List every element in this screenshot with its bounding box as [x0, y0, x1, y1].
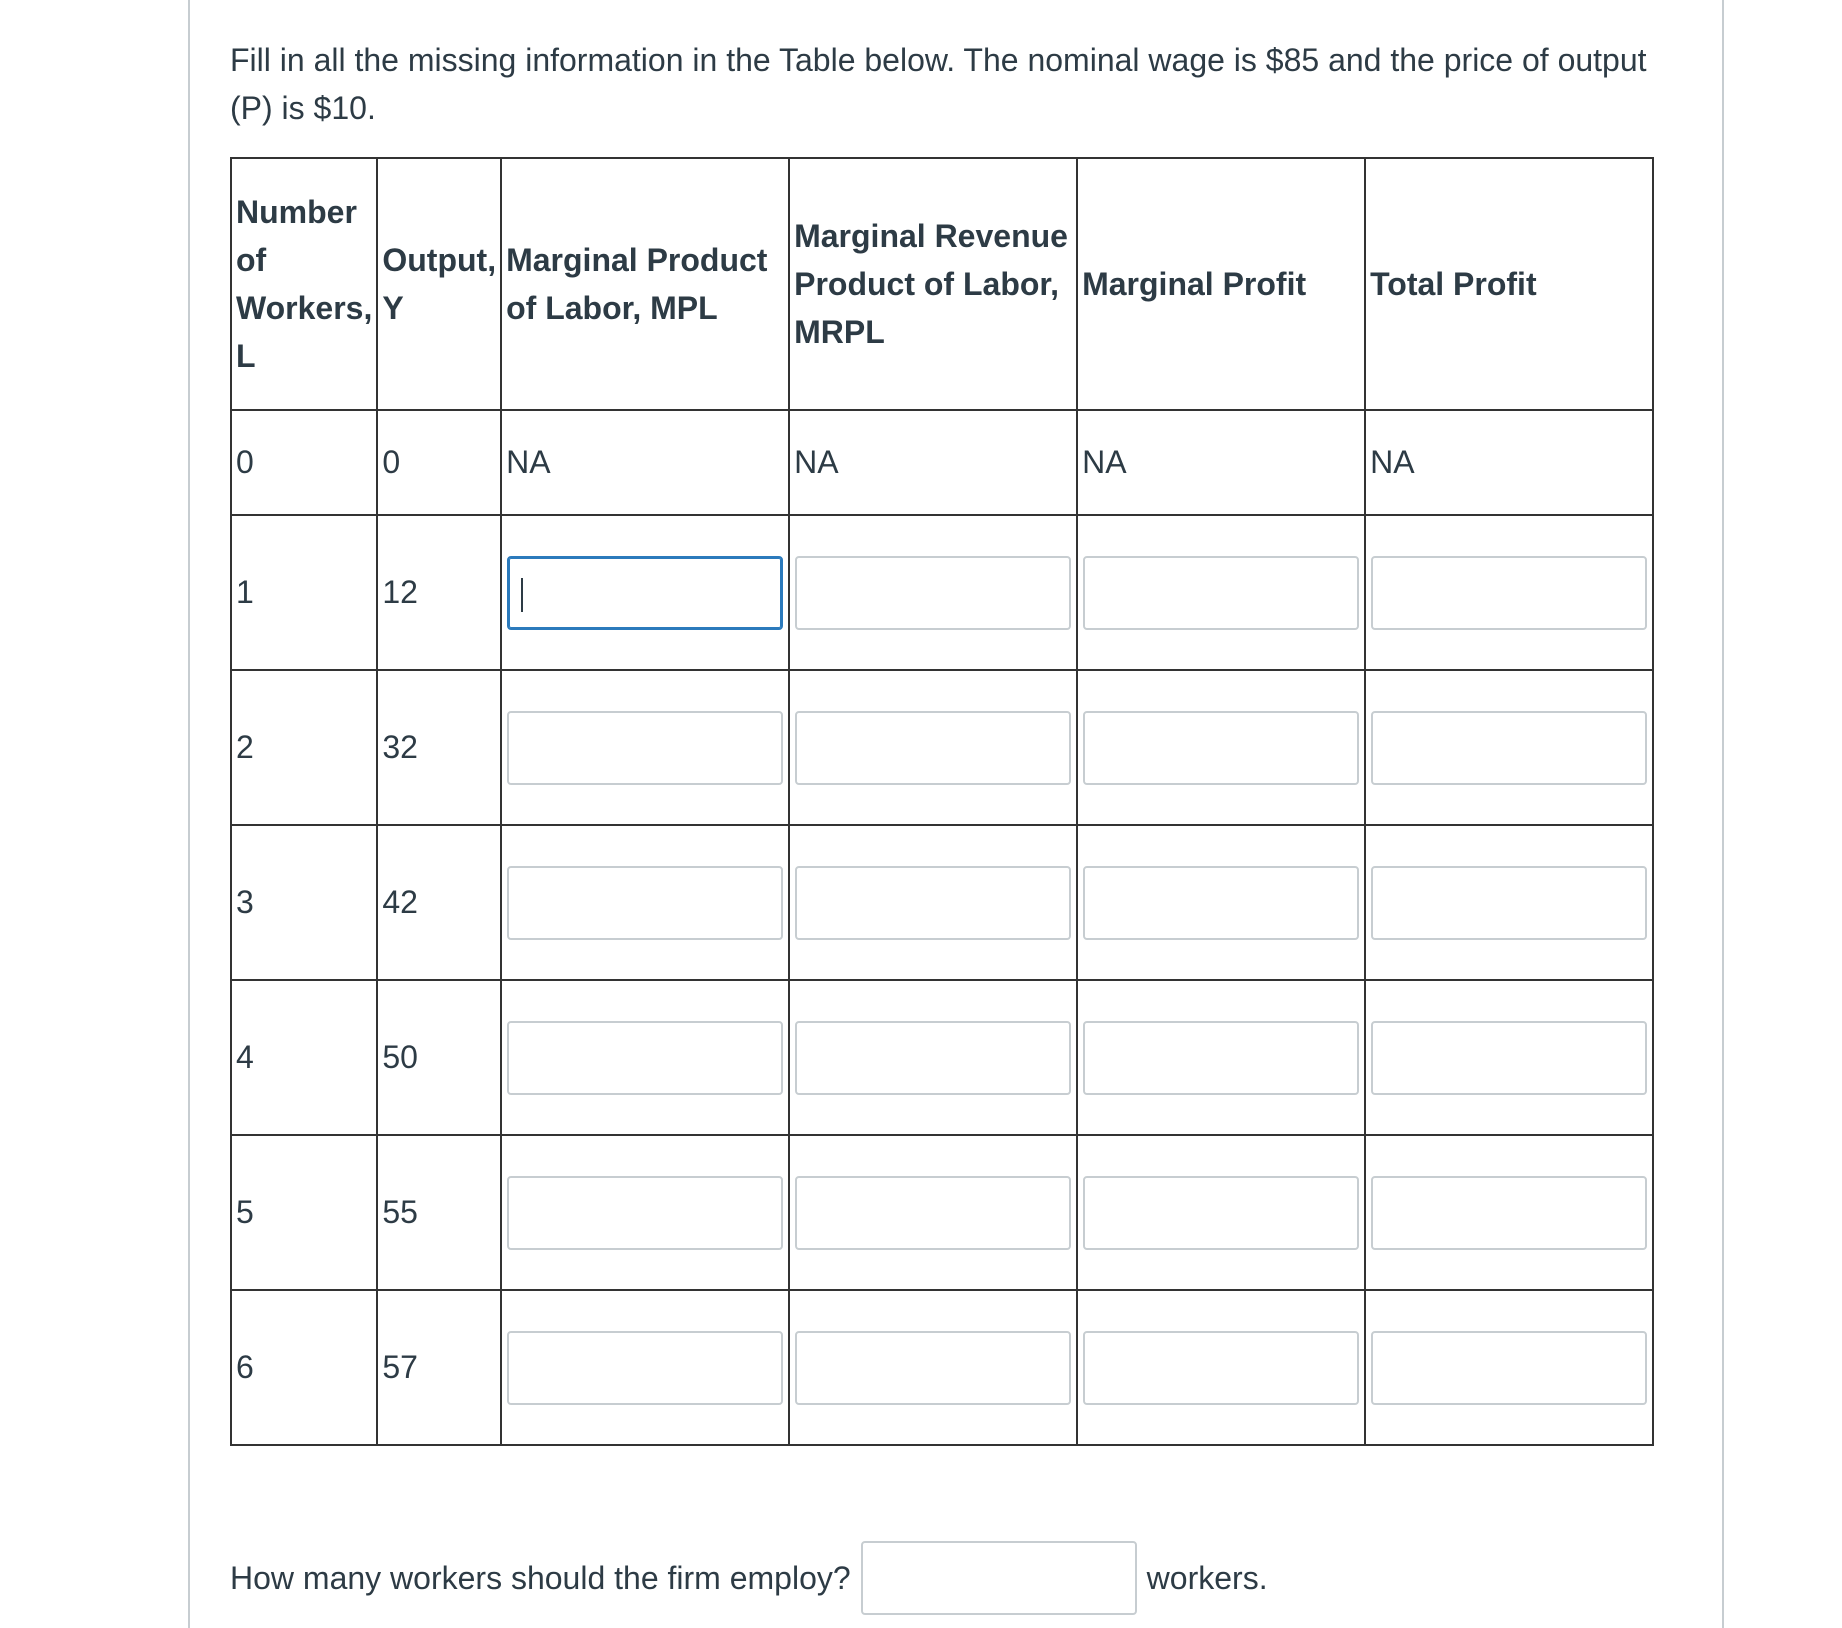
mpl-cell [501, 670, 789, 825]
marginal-profit-cell [1077, 1135, 1365, 1290]
total-profit-cell [1365, 980, 1653, 1135]
mrpl-cell [789, 1135, 1077, 1290]
mrpl-input[interactable] [795, 711, 1071, 785]
marginal-profit-input[interactable] [1083, 866, 1359, 940]
marginal-profit-input[interactable] [1083, 556, 1359, 630]
mpl-input[interactable] [507, 866, 783, 940]
total-profit-cell: NA [1365, 410, 1653, 515]
table-row [231, 410, 1653, 515]
workers-cell: 6 [231, 1290, 377, 1445]
total-profit-cell [1365, 670, 1653, 825]
mpl-cell [501, 1290, 789, 1445]
workers-question [230, 1538, 1268, 1618]
table-row [231, 1135, 1653, 1290]
output-cell: 12 [377, 515, 501, 670]
output-cell: 57 [377, 1290, 501, 1445]
mrpl-input[interactable] [795, 1331, 1071, 1405]
total-profit-input[interactable] [1371, 866, 1647, 940]
mrpl-input[interactable] [795, 866, 1071, 940]
workers-cell: 2 [231, 670, 377, 825]
output-cell: 42 [377, 825, 501, 980]
mpl-input[interactable] [507, 1021, 783, 1095]
table-row [231, 515, 1653, 670]
workers-answer-input[interactable] [861, 1541, 1137, 1615]
mpl-cell [501, 980, 789, 1135]
mrpl-cell [789, 670, 1077, 825]
total-profit-cell [1365, 825, 1653, 980]
mpl-cell [501, 515, 789, 670]
mrpl-cell [789, 825, 1077, 980]
total-profit-cell [1365, 515, 1653, 670]
mrpl-cell [789, 1290, 1077, 1445]
mpl-input[interactable] [507, 1331, 783, 1405]
marginal-profit-cell [1077, 980, 1365, 1135]
mrpl-input[interactable] [795, 556, 1071, 630]
marginal-profit-input[interactable] [1083, 1021, 1359, 1095]
mpl-cell [501, 1135, 789, 1290]
total-profit-input[interactable] [1371, 1176, 1647, 1250]
workers-cell: 0 [231, 410, 377, 515]
workers-question-label: How many workers should the firm employ? [230, 1559, 851, 1596]
workers-cell: 5 [231, 1135, 377, 1290]
mrpl-input[interactable] [795, 1021, 1071, 1095]
mrpl-input[interactable] [795, 1176, 1071, 1250]
mpl-input[interactable] [507, 711, 783, 785]
labor-table [230, 157, 1654, 1446]
output-cell: 50 [377, 980, 501, 1135]
workers-cell: 4 [231, 980, 377, 1135]
table-row [231, 980, 1653, 1135]
output-cell: 0 [377, 410, 501, 515]
marginal-profit-cell [1077, 825, 1365, 980]
marginal-profit-input[interactable] [1083, 1176, 1359, 1250]
workers-cell: 3 [231, 825, 377, 980]
header-row [231, 158, 1653, 410]
mpl-input[interactable] [507, 1176, 783, 1250]
mrpl-cell [789, 980, 1077, 1135]
header-marginal-profit: Marginal Profit [1077, 158, 1365, 410]
header-mrpl: Marginal Revenue Product of Labor, MRPL [789, 158, 1077, 410]
output-cell: 32 [377, 670, 501, 825]
marginal-profit-cell [1077, 670, 1365, 825]
total-profit-cell [1365, 1135, 1653, 1290]
text-caret [521, 578, 523, 612]
total-profit-input[interactable] [1371, 1021, 1647, 1095]
mpl-cell: NA [501, 410, 789, 515]
table-row [231, 1290, 1653, 1445]
header-total-profit: Total Profit [1365, 158, 1653, 410]
total-profit-cell [1365, 1290, 1653, 1445]
table-row [231, 670, 1653, 825]
workers-cell: 1 [231, 515, 377, 670]
marginal-profit-cell [1077, 515, 1365, 670]
mrpl-cell: NA [789, 410, 1077, 515]
header-output: Output, Y [377, 158, 501, 410]
header-mpl: Marginal Product of Labor, MPL [501, 158, 789, 410]
marginal-profit-input[interactable] [1083, 711, 1359, 785]
total-profit-input[interactable] [1371, 1331, 1647, 1405]
table-row [231, 825, 1653, 980]
marginal-profit-cell [1077, 1290, 1365, 1445]
header-workers: Number of Workers, L [231, 158, 377, 410]
total-profit-input[interactable] [1371, 711, 1647, 785]
output-cell: 55 [377, 1135, 501, 1290]
workers-suffix: workers. [1146, 1559, 1268, 1596]
marginal-profit-input[interactable] [1083, 1331, 1359, 1405]
mpl-cell [501, 825, 789, 980]
marginal-profit-cell: NA [1077, 410, 1365, 515]
total-profit-input[interactable] [1371, 556, 1647, 630]
question-text: Fill in all the missing information in the Table below. The nominal wage is $85 and the price of output (P) is $10. [230, 42, 1647, 126]
mrpl-cell [789, 515, 1077, 670]
mpl-input[interactable] [507, 556, 783, 630]
